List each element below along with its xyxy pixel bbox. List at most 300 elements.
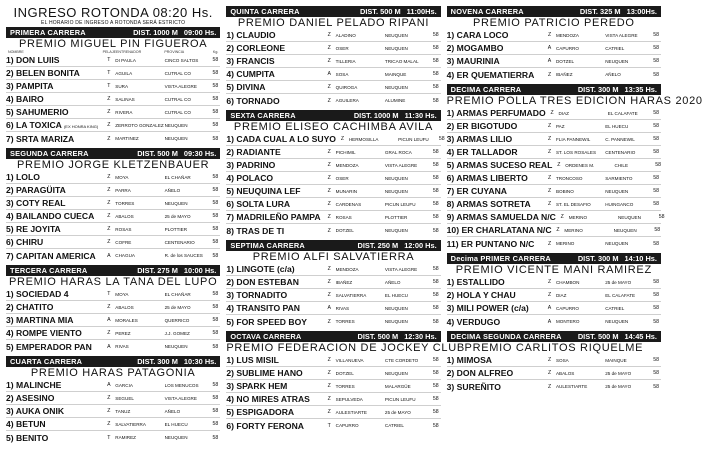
horse-origin: CHILE (614, 162, 629, 168)
horse-trainer: MENDOZA (555, 32, 579, 38)
horse-list (447, 354, 661, 393)
horse-row (226, 211, 440, 224)
horse-row (447, 120, 661, 133)
race-block (6, 265, 220, 353)
horse-list (226, 133, 445, 237)
race-time: 14:10 Hs. (624, 254, 657, 263)
horse-name (6, 224, 102, 234)
horse-sex: Z (107, 226, 111, 232)
horse-weight: 58 (438, 136, 445, 142)
column-middle (226, 6, 465, 467)
race-time: 11:30 Hs. (404, 111, 437, 120)
horse-weight: 58 (654, 227, 661, 233)
horse-sex: Z (107, 239, 111, 245)
horse-weight: 58 (432, 292, 439, 298)
horse-name-text: 4) BETUN (6, 419, 46, 429)
race-prize: PREMIO PATRICIO PEREDO (472, 17, 635, 29)
horse-trainer: MERINO (568, 214, 588, 220)
horse-trainer: SALINAS (115, 96, 135, 102)
horse-origin: C. PANNEWIL (605, 136, 635, 142)
horse-row (6, 236, 220, 249)
horse-origin: VISTA ALEGRE (384, 266, 418, 272)
horse-row (6, 197, 220, 210)
horse-weight: 58 (212, 239, 219, 245)
race-prize: PREMIO CARLITOS RIQUELME (464, 342, 644, 354)
race-distance: DIST. 300 M (577, 85, 619, 94)
horse-weight: 58 (653, 279, 659, 285)
race-time: 09:00 Hs. (183, 28, 217, 37)
horse-name (447, 239, 543, 249)
horse-weight: 58 (212, 291, 219, 297)
race-distance: DIST. 1000 M (133, 28, 178, 37)
horse-weight: 58 (212, 70, 219, 76)
horse-row (6, 288, 220, 301)
horse-row (6, 106, 220, 119)
horse-trainer: PICHIMIL (335, 149, 356, 155)
horse-sex: Z (327, 201, 331, 207)
horse-name (226, 212, 322, 222)
race-name: DECIMA CARRERA (450, 85, 522, 94)
horse-name (6, 211, 102, 221)
horse-weight: 58 (653, 383, 659, 390)
race-header-bar (226, 110, 440, 121)
horse-trainer: PARRA (115, 187, 131, 193)
horse-row (226, 55, 440, 68)
horse-sex: Z (327, 84, 331, 90)
horse-name-text: 3) MARTINA MIA (6, 315, 74, 325)
horse-sex: Z (327, 214, 331, 220)
horse-name-text: 7) SRTA MARIZA (6, 133, 75, 144)
horse-weight: 58 (653, 32, 659, 38)
horse-row (226, 198, 440, 211)
horse-weight: 58 (432, 383, 439, 389)
horse-sex: Z (560, 214, 564, 220)
horse-weight: 58 (212, 382, 219, 388)
horse-name-text: 7) MADRILEÑO PAMPA (226, 212, 321, 222)
horse-name (6, 251, 102, 261)
horse-origin: LOS MENUCOS (164, 382, 199, 388)
horse-weight: 58 (212, 421, 219, 427)
horse-origin: MAINQUE (605, 357, 627, 363)
horse-origin: NEUQUEN (613, 227, 637, 233)
horse-weight: 58 (432, 84, 439, 90)
horse-row (6, 132, 220, 145)
horse-weight: 58 (432, 162, 439, 168)
horse-origin: 25 de MAYO (605, 384, 632, 389)
horse-row (6, 301, 220, 314)
race-header-bar (6, 356, 220, 367)
horse-name (6, 134, 102, 144)
horse-name (6, 55, 102, 65)
horse-trainer: ALADINO (335, 32, 356, 38)
horse-weight: 58 (212, 187, 219, 193)
horse-row (226, 159, 440, 172)
race-name: SEGUNDA CARRERA (10, 149, 89, 158)
horse-row (6, 249, 220, 262)
horse-trainer: AULESTIARTE (335, 409, 367, 415)
horse-sex: Z (547, 136, 552, 142)
race-block (447, 253, 661, 328)
horse-name (447, 30, 543, 40)
horse-sex: T (107, 291, 111, 297)
horse-weight: 58 (653, 240, 659, 247)
horse-origin: NEUQUEN (605, 58, 629, 64)
race-prize: PREMIO POLLA TRES EDICION HARAS 2020 (446, 95, 703, 107)
horse-row (447, 133, 661, 146)
horse-name (6, 172, 102, 182)
horse-name (447, 368, 543, 378)
horse-trainer: DOTZEL (335, 228, 354, 233)
horse-name-text: 6) ARMAS LIBERTO (446, 173, 528, 183)
horse-trainer: QUIROGA (335, 84, 358, 90)
horse-name (226, 317, 322, 327)
horse-trainer: ST. EL DESAFIO (555, 201, 591, 207)
horse-row (447, 107, 661, 120)
horse-sex: A (107, 252, 111, 259)
horse-name-text: 2) CORLEONE (226, 43, 286, 53)
horse-sex: A (547, 318, 552, 325)
horse-trainer: PAZ (555, 123, 565, 129)
horse-sex: T (107, 70, 111, 76)
horse-name-text: 5) NEUQUINA LEF (226, 186, 301, 196)
horse-row (447, 55, 661, 68)
horse-name (447, 147, 543, 157)
horse-weight: 58 (212, 226, 219, 232)
col-header-trainer: ENTRENADOR (116, 50, 142, 54)
horse-origin: VISTA ALEGRE (384, 162, 418, 168)
horse-name (447, 355, 543, 365)
horse-name (447, 134, 543, 144)
horse-row (447, 172, 661, 185)
horse-name (447, 290, 543, 300)
horse-name (226, 82, 322, 92)
horse-weight: 58 (432, 97, 439, 104)
horse-name-text: 2) MOGAMBO (446, 43, 504, 53)
horse-name-text: 1) MIMOSA (446, 355, 493, 365)
race-distance: DIST. 325 M (579, 7, 621, 16)
horse-name-text: 2) HOLA Y CHAU (446, 290, 516, 300)
horse-row (226, 315, 440, 328)
horse-sex: Z (547, 370, 552, 376)
horse-name (226, 277, 322, 287)
horse-origin: NEUQUEN (605, 241, 629, 246)
horse-name-text: 1) DON LUIIS (6, 55, 60, 65)
horse-row (226, 81, 440, 94)
horse-weight: 58 (653, 188, 659, 194)
horse-name-text: 1) ESTALLIDO (446, 277, 505, 287)
horse-origin: PICUN LEUFU (384, 201, 416, 207)
horse-sex: Z (327, 58, 331, 64)
race-time: 13:00Hs. (626, 7, 657, 16)
horse-trainer: OSER (335, 45, 349, 51)
horse-trainer: MOYA (115, 174, 129, 180)
horse-sex: Z (107, 330, 111, 336)
race-block (447, 331, 661, 393)
horse-name (6, 433, 102, 443)
horse-sex: Z (547, 292, 552, 298)
horse-row (6, 119, 220, 132)
horse-weight: 58 (432, 357, 439, 363)
horse-name-text: 2) DON ESTEBAN (226, 277, 299, 287)
race-name: TERCERA CARRERA (10, 266, 88, 275)
horse-trainer: SALVATIERRA (115, 421, 146, 427)
horse-sex: Z (107, 174, 111, 180)
race-time: 09:30 Hs. (183, 149, 217, 158)
horse-name-text: 4) VERDUGO (446, 316, 501, 327)
horse-weight: 58 (653, 305, 659, 311)
horse-weight: 58 (212, 330, 219, 336)
horse-sex: Z (327, 370, 331, 376)
horse-name (6, 289, 102, 299)
horse-weight: 58 (212, 174, 219, 180)
col-header-origin: PROVINCIA (164, 50, 185, 54)
horse-name-note: (EX HONRA KING) (63, 124, 99, 129)
horse-name-text: 3) TORNADITO (226, 290, 288, 300)
horse-trainer: IBAÑEZ (555, 72, 573, 77)
column-left (6, 6, 220, 467)
horse-row (6, 405, 220, 418)
horse-name-text: 9) ARMAS SAMUELDA N/C (446, 212, 556, 222)
horse-list (226, 263, 440, 328)
race-name: SEXTA CARRERA (230, 111, 296, 120)
horse-origin: SARMIENTO (605, 175, 633, 181)
horse-origin: MALARGÜE (384, 383, 411, 389)
horse-sex: A (547, 305, 552, 311)
horse-trainer: MARTINEZ (115, 136, 139, 141)
horse-row (6, 340, 220, 353)
race-block (6, 148, 220, 262)
race-distance: DIST. 250 M (357, 241, 399, 250)
race-prize: PREMIO VICENTE MANI RAMIREZ (455, 264, 652, 276)
horse-sex: Z (327, 97, 331, 104)
horse-trainer: SOSA (335, 71, 349, 77)
horse-name (226, 421, 322, 431)
horse-trainer: CAPURRO (555, 45, 579, 51)
horse-trainer: TORRES (335, 319, 355, 324)
horse-name (6, 393, 102, 403)
horse-sex: A (547, 58, 552, 64)
horse-weight: 58 (212, 96, 219, 102)
horse-name-text: 2) DON ALFREO (446, 368, 514, 378)
horse-name (6, 198, 102, 208)
horse-name-text: 1) SOCIEDAD 4 (6, 289, 69, 299)
race-prize: PREMIO ELISEO CACHIMBA AVILA (233, 121, 434, 133)
race-distance: DIST. 500 M (577, 332, 619, 341)
horse-name-text: 5) DIVINA (226, 82, 266, 92)
horse-row (6, 54, 220, 67)
horse-name-text: 6) FORTY FERONA (226, 420, 304, 431)
horse-row (226, 94, 440, 107)
race-header-bar (447, 253, 661, 264)
horse-name-text: 2) ER BIGOTUDO (446, 121, 518, 131)
horse-row (447, 146, 661, 159)
race-name: NOVENA CARRERA (450, 7, 524, 16)
horse-weight: 58 (653, 318, 659, 325)
horse-origin: CENTENARIO (164, 239, 195, 245)
horse-weight: 58 (655, 162, 661, 168)
horse-sex: Z (547, 149, 552, 155)
horse-row (447, 159, 661, 172)
race-name: QUINTA CARRERA (230, 7, 300, 16)
horse-sex: Z (107, 213, 111, 219)
horse-weight: 58 (432, 227, 439, 234)
race-prize: PREMIO MIGUEL PIN FIGUEROA (19, 38, 208, 50)
horse-trainer: AGUILERA (335, 98, 359, 103)
horse-weight: 58 (212, 57, 219, 63)
race-time: 10:00 Hs. (183, 266, 217, 275)
horse-origin: CATRIEL (605, 45, 625, 51)
horse-weight: 58 (432, 370, 439, 376)
horse-sex: Z (547, 32, 552, 38)
horse-origin: CATRIEL (384, 423, 404, 428)
horse-name (6, 342, 102, 352)
horse-sex: Z (327, 292, 331, 298)
horse-name (226, 355, 322, 365)
horse-sex: A (327, 71, 331, 77)
horse-row (226, 185, 440, 198)
horse-origin: HUINGANCO (605, 201, 634, 207)
horse-origin: NEUQUEN (384, 319, 408, 324)
horse-name (447, 160, 553, 170)
horse-weight: 58 (212, 109, 219, 115)
horse-sex: Z (547, 240, 552, 247)
horse-row (6, 184, 220, 197)
horse-origin: 25 de MAYO (605, 279, 632, 285)
horse-origin: 25 de MAYO (164, 213, 191, 219)
horse-row (447, 367, 661, 380)
horse-weight: 58 (212, 317, 219, 323)
horse-name-text: 8) TRAS DE TI (226, 225, 285, 236)
horse-name-text: 2) PARAGÜITA (6, 185, 66, 195)
horse-name-text: 4) BAIRO (6, 94, 44, 104)
horse-name-text: 4) POLACO (226, 173, 274, 183)
race-time: 12:00 Hs. (404, 241, 437, 250)
horse-list (6, 379, 220, 444)
horse-sex: Z (547, 71, 552, 78)
horse-name (447, 225, 552, 235)
races-list (226, 6, 465, 432)
horse-sex: Z (107, 109, 111, 115)
horse-trainer: ORDENES M. (565, 162, 595, 168)
horse-name-text: 5) SAHUMERIO (6, 107, 69, 117)
horse-name (6, 81, 102, 91)
race-distance: DIST. 300 M (137, 357, 178, 366)
horse-row (6, 223, 220, 236)
horse-weight: 58 (212, 213, 219, 219)
horse-origin: EL CHAÑAR (164, 174, 191, 180)
horse-origin: NEUQUEN (384, 228, 408, 233)
col-header-weight: Kg. (212, 50, 219, 54)
race-distance: DIST. 300 M (577, 254, 619, 263)
horse-origin: 25 de MAYO (384, 409, 411, 415)
horse-row (226, 302, 440, 315)
horse-name (447, 56, 543, 66)
horse-weight: 58 (432, 214, 439, 220)
horse-weight: 58 (653, 45, 659, 51)
horse-origin: NEUQUEN (384, 32, 408, 38)
race-time: 11:00Hs. (406, 7, 437, 16)
horse-name-text: 3) FRANCIS (226, 56, 275, 66)
horse-name-text: 6) LA TOXICA (6, 120, 62, 130)
race-header-bar (226, 6, 440, 17)
horse-origin: AÑELO (605, 72, 621, 77)
horse-origin: AÑELO (164, 187, 181, 193)
race-header-bar (6, 148, 220, 159)
horse-sex: Z (327, 279, 331, 285)
horse-name (6, 380, 102, 390)
horse-name-text: 6) CHIRU (6, 237, 44, 247)
horse-name (226, 264, 322, 274)
race-header-bar (447, 331, 661, 342)
horse-weight: 58 (432, 201, 439, 207)
horse-origin: NEUQUEN (164, 435, 188, 440)
horse-sex: Z (327, 149, 331, 155)
horse-name (447, 121, 543, 131)
race-prize: PREMIO ALFI SALVATIERRA (252, 251, 415, 263)
horse-name-text: 3) MAURINIA (446, 56, 500, 66)
horse-name-text: 4) NO MIRES ATRAS (226, 394, 310, 404)
horse-row (447, 185, 661, 198)
horse-row (447, 380, 661, 393)
race-time: 13:35 Hs. (624, 85, 657, 94)
horse-trainer: MUNARIN (335, 188, 358, 194)
race-name: PRIMERA CARRERA (10, 28, 86, 37)
horse-name (447, 173, 543, 183)
horse-trainer: TORRES (115, 200, 135, 206)
horse-name (6, 328, 102, 338)
horse-trainer: MENDOZA (335, 162, 359, 168)
horse-name (226, 43, 322, 53)
horse-sex: Z (107, 421, 111, 427)
race-distance: DIST. 275 M (137, 266, 178, 275)
horse-trainer: MERINO (564, 227, 583, 233)
horse-trainer: GARCIA (115, 382, 133, 388)
horse-trainer: ZERROTO GONZALEZ (115, 122, 164, 128)
horse-origin: MAINQUE (384, 71, 407, 77)
horse-name (226, 173, 322, 183)
horse-origin: CINCO SALTOS (164, 57, 199, 63)
horse-name (6, 302, 102, 312)
horse-row (226, 172, 440, 185)
horse-name (6, 406, 102, 416)
race-time: 12:30 Hs. (404, 332, 437, 341)
horse-trainer: ABALOS (115, 213, 134, 219)
horse-trainer: SALVATIERRA (335, 292, 367, 298)
horse-sex: T (107, 83, 111, 89)
horse-origin: EL HUECU (605, 123, 629, 129)
horse-name-text: 3) AUKA ONIK (6, 406, 65, 416)
horse-origin: PLOTTIER (384, 214, 408, 220)
horse-row (226, 406, 440, 419)
horse-origin: GRAL ROCA (384, 149, 412, 155)
horse-row (226, 146, 440, 159)
horse-trainer: HERMOSILLA (348, 136, 379, 142)
horse-origin: NEUQUEN (164, 344, 188, 349)
horse-name-text: 1) LUS MISIL (226, 355, 279, 365)
horse-weight: 58 (432, 188, 439, 194)
horse-sex: T (107, 434, 111, 441)
horse-name-text: 3) PADRINO (226, 160, 276, 170)
horse-list (447, 29, 661, 81)
horse-row (226, 42, 440, 55)
horse-name-text: 1) LINGOTE (c/a) (226, 264, 295, 274)
horse-origin: CUTRAL CO (164, 96, 191, 102)
col-header-horse: NOMBRE (8, 50, 24, 54)
horse-origin: CUTRAL CO (164, 109, 191, 115)
horse-weight: 58 (653, 58, 659, 64)
horse-name-text: 1) ARMAS PERFUMADO (446, 108, 546, 118)
race-block (447, 6, 661, 81)
